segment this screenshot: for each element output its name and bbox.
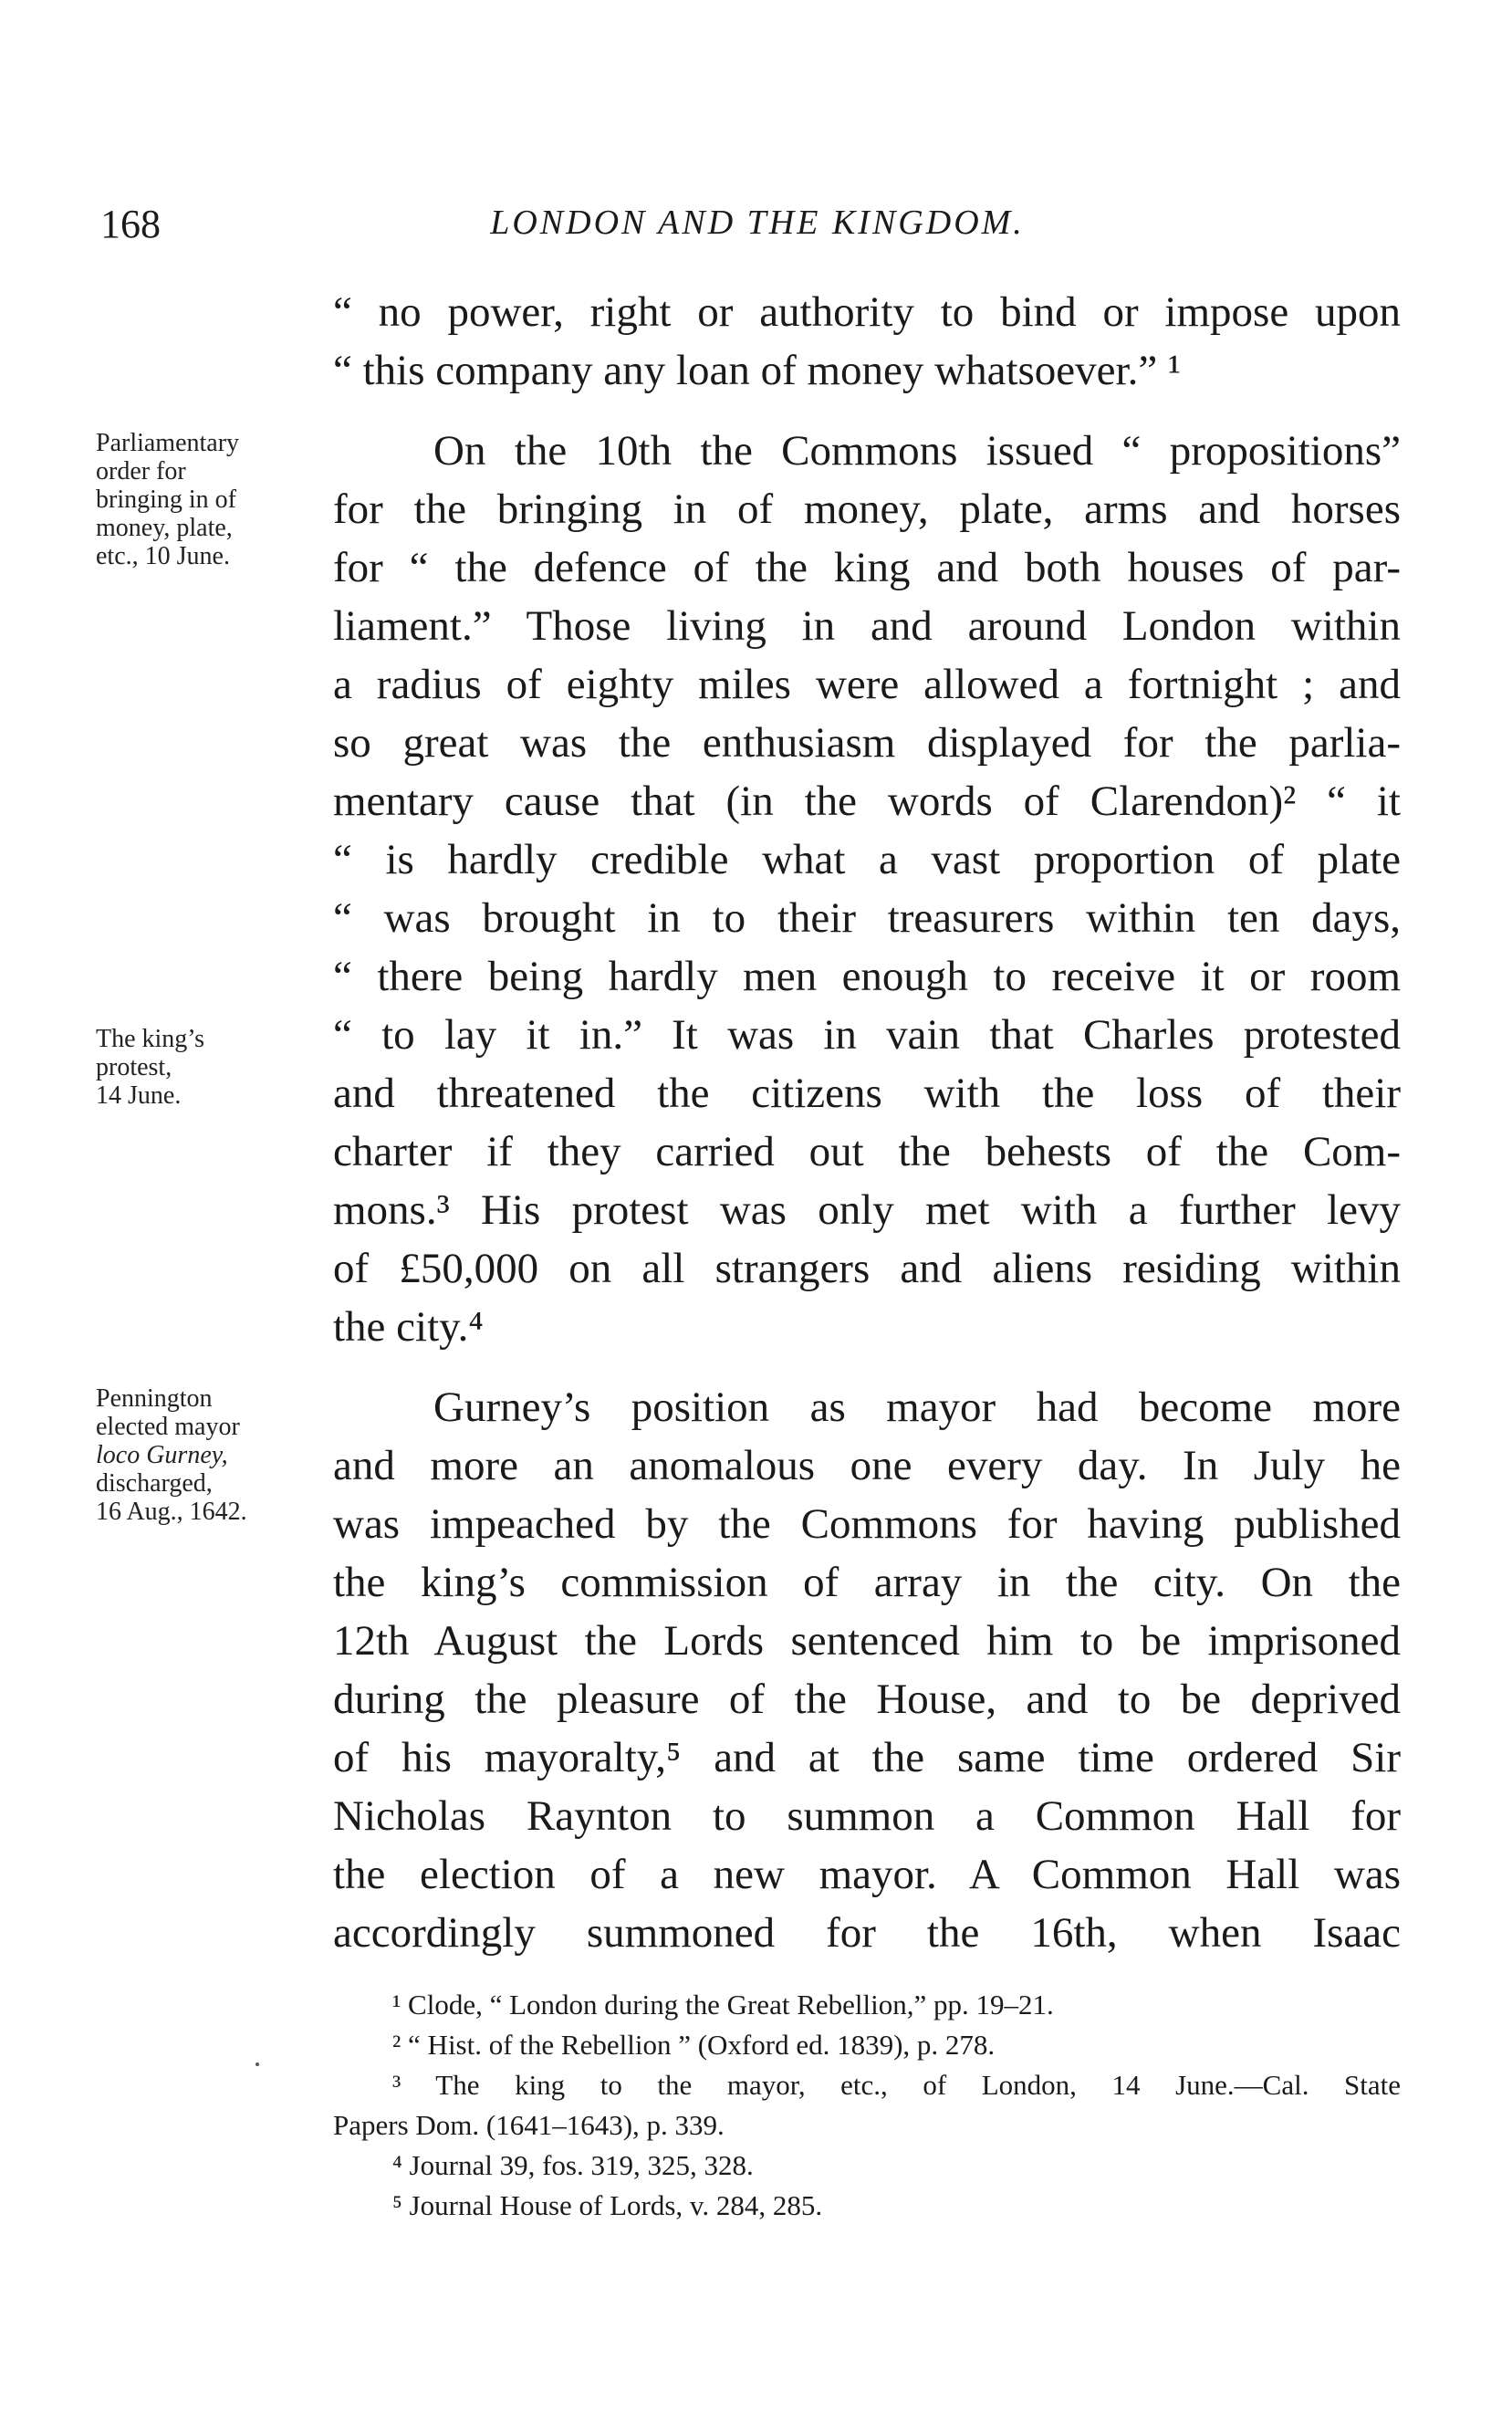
print-speck bbox=[255, 2062, 259, 2066]
side-note-line: order for bbox=[96, 457, 186, 486]
body-line: liament.” Those living in and around London within bbox=[333, 602, 1401, 650]
body-line: and more an anomalous one every day. In July he bbox=[333, 1442, 1401, 1489]
paragraph-first-line: On the 10th the Commons issued “ propositions” bbox=[433, 427, 1401, 475]
side-note-line: discharged, bbox=[96, 1469, 213, 1498]
body-line: of £50,000 on all strangers and aliens residing within bbox=[333, 1245, 1401, 1292]
footnote: ¹ Clode, “ London during the Great Rebellion,” pp. 19–21. bbox=[392, 1989, 1054, 2020]
side-note-line: money, plate, bbox=[96, 514, 233, 542]
side-note-line: elected mayor bbox=[96, 1413, 240, 1441]
body-line: Nicholas Raynton to summon a Common Hall for bbox=[333, 1792, 1401, 1840]
running-title: LONDON AND THE KINGDOM. bbox=[490, 204, 1025, 242]
body-line: accordingly summoned for the 16th, when Isaac bbox=[333, 1909, 1401, 1957]
side-note-line: loco Gurney, bbox=[96, 1441, 228, 1469]
body-line: the city.⁴ bbox=[333, 1303, 484, 1351]
body-line: during the pleasure of the House, and to be deprived bbox=[333, 1676, 1401, 1723]
body-line: “ no power, right or authority to bind or impose upon bbox=[333, 288, 1401, 336]
body-line: “ was brought in to their treasurers within ten days, bbox=[333, 894, 1401, 942]
side-note-kings-protest bbox=[96, 1025, 324, 1110]
body-line: a radius of eighty miles were allowed a fortnight ; and bbox=[333, 661, 1401, 708]
body-line: “ this company any loan of money whatsoever.” ¹ bbox=[333, 347, 1182, 394]
body-line: 12th August the Lords sentenced him to be imprisoned bbox=[333, 1617, 1401, 1665]
paragraph-first-line: Gurney’s position as mayor had become more bbox=[433, 1384, 1401, 1431]
footnote-continuation: Papers Dom. (1641–1643), p. 339. bbox=[333, 2109, 725, 2141]
body-line: “ there being hardly men enough to receive it or room bbox=[333, 953, 1401, 1000]
body-line: charter if they carried out the behests of the Com- bbox=[333, 1128, 1401, 1175]
side-note-line: The king’s bbox=[96, 1025, 204, 1053]
side-note-line: Pennington bbox=[96, 1384, 213, 1413]
side-note-line: 14 June. bbox=[96, 1081, 182, 1110]
side-note-line: protest, bbox=[96, 1053, 172, 1081]
side-note-line: 16 Aug., 1642. bbox=[96, 1498, 247, 1526]
footnote: ² “ Hist. of the Rebellion ” (Oxford ed. 1839), p. 278. bbox=[392, 2029, 996, 2061]
running-head bbox=[100, 201, 1414, 246]
side-note-line: bringing in of bbox=[96, 486, 236, 514]
body-line: mentary cause that (in the words of Clarendon)² “ it bbox=[333, 778, 1401, 825]
body-line: “ is hardly credible what a vast proportion of plate bbox=[333, 836, 1401, 883]
body-line: mons.³ His protest was only met with a further levy bbox=[333, 1186, 1401, 1234]
side-note-parliamentary-order bbox=[96, 429, 324, 570]
footnote: ³ The king to the mayor, etc., of London, 14 June.—Cal. State bbox=[392, 2069, 1401, 2101]
body-line: the election of a new mayor. A Common Hall was bbox=[333, 1851, 1401, 1898]
body-line: for “ the defence of the king and both houses of par- bbox=[333, 544, 1401, 591]
side-note-line: Parliamentary bbox=[96, 429, 240, 457]
body-line: and threatened the citizens with the loss of their bbox=[333, 1070, 1401, 1117]
body-line: for the bringing in of money, plate, arms and horses bbox=[333, 486, 1401, 533]
page-number: 168 bbox=[100, 202, 161, 246]
body-line: was impeached by the Commons for having published bbox=[333, 1500, 1401, 1548]
body-line: of his mayoralty,⁵ and at the same time ordered Sir bbox=[333, 1734, 1401, 1781]
body-line: “ to lay it in.” It was in vain that Charles protested bbox=[333, 1011, 1401, 1059]
side-note-pennington-elected bbox=[96, 1384, 324, 1526]
footnote: ⁴ Journal 39, fos. 319, 325, 328. bbox=[392, 2149, 754, 2181]
footnote: ⁵ Journal House of Lords, v. 284, 285. bbox=[392, 2189, 823, 2221]
body-line: the king’s commission of array in the city. On the bbox=[333, 1559, 1401, 1606]
body-line: so great was the enthusiasm displayed for the parlia- bbox=[333, 719, 1401, 767]
side-note-line: etc., 10 June. bbox=[96, 542, 230, 570]
